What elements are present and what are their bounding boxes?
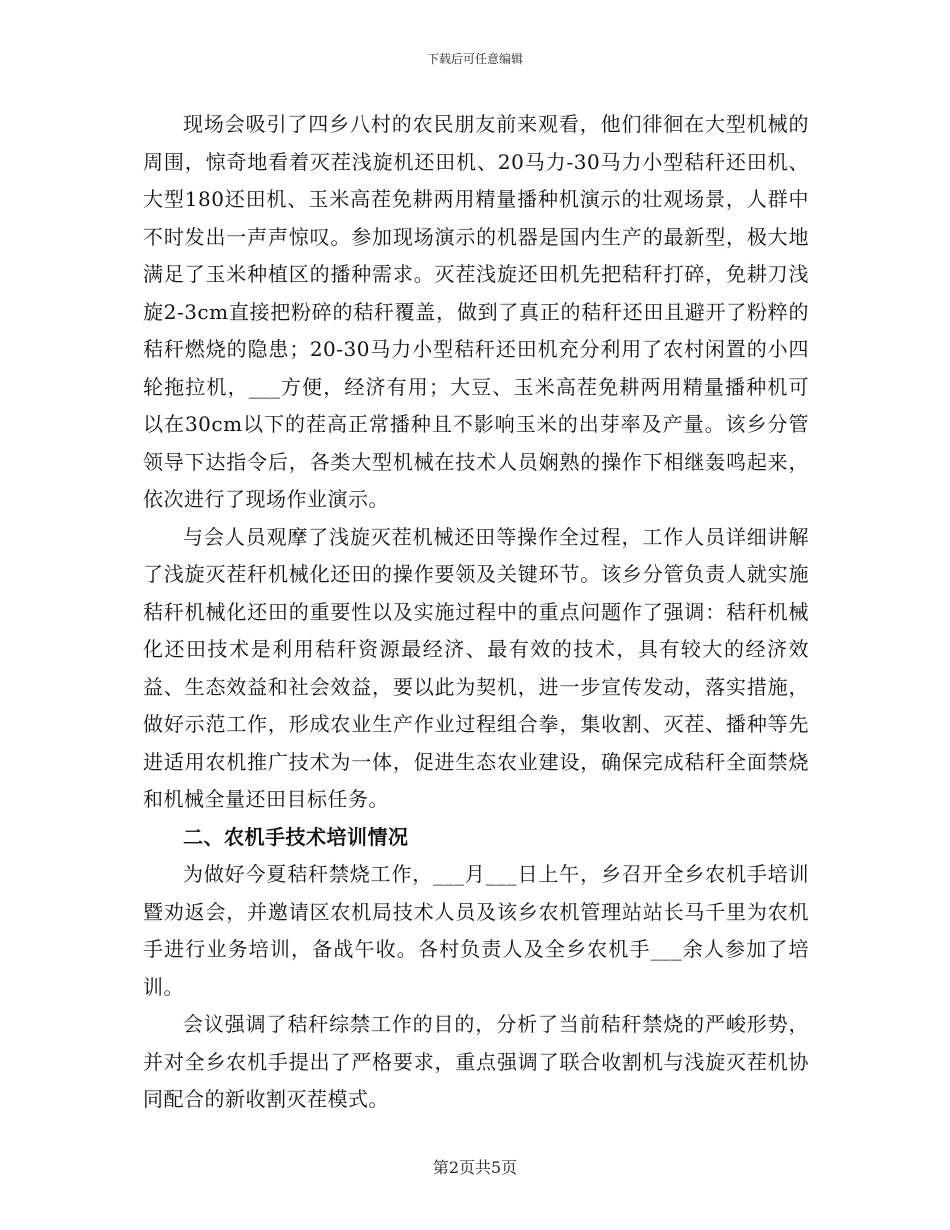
page-header: 下载后可任意编辑: [426, 52, 523, 66]
document-body: [143, 106, 809, 1119]
paragraph-observation: 与会人员观摩了浅旋灭茬机械还田等操作全过程，工作人员详细讲解了浅旋灭茬秆机械化还田的操作要领及关键环节。该乡分管负责人就实施秸秆机械化还田的重要性以及实施过程中的重点问题作了强调：秸秆机械化还田技术是利用秸秆资源最经济、最有效的技术，具有较大的经济效益、生态效益和社会效益，要以此为契机，进一步宣传发动，落实措施，做好示范工作，形成农业生产作业过程组合拳，集收割、灭茬、播种等先进适用农机推广技术为一体，促进生态农业建设，确保完成秸秆全面禁烧和机械全量还田目标任务。: [143, 524, 809, 811]
section-heading: 二、农机手技术培训情况: [183, 824, 409, 849]
paragraph-meeting: 会议强调了秸秆综禁工作的目的，分析了当前秸秆禁烧的严峻形势，并对全乡农机手提出了严格要求，重点强调了联合收割机与浅旋灭茬机协同配合的新收割灭茬模式。: [143, 1012, 809, 1111]
paragraph-training: 为做好今夏秸秆禁烧工作，___月___日上午，乡召开全乡农机手培训暨劝返会，并邀请区农机局技术人员及该乡农机管理站站长马千里为农机手进行业务培训，备战午收。各村负责人及全乡农机手___余人参加了培训。: [143, 862, 809, 999]
page-footer: 第2页共5页: [432, 1158, 518, 1177]
paragraph-demonstration: 现场会吸引了四乡八村的农民朋友前来观看，他们徘徊在大型机械的周围，惊奇地看着灭茬浅旋机还田机、20马力-30马力小型秸秆还田机、大型180还田机、玉米高茬免耕两用精量播种机演示的壮观场景，人群中不时发出一声声惊叹。参加现场演示的机器是国内生产的最新型，极大地满足了玉米种植区的播种需求。灭茬浅旋还田机先把秸秆打碎，免耕刀浅旋2-3cm直接把粉碎的秸秆覆盖，做到了真正的秸秆还田且避开了粉粹的秸秆燃烧的隐患；20-30马力小型秸秆还田机充分利用了农村闲置的小四轮拖拉机，___方便，经济有用；大豆、玉米高茬免耕两用精量播种机可以在30cm以下的茬高正常播种且不影响玉米的出芽率及产量。该乡分管领导下达指令后，各类大型机械在技术人员娴熟的操作下相继轰鸣起来，依次进行了现场作业演示。: [143, 112, 809, 511]
